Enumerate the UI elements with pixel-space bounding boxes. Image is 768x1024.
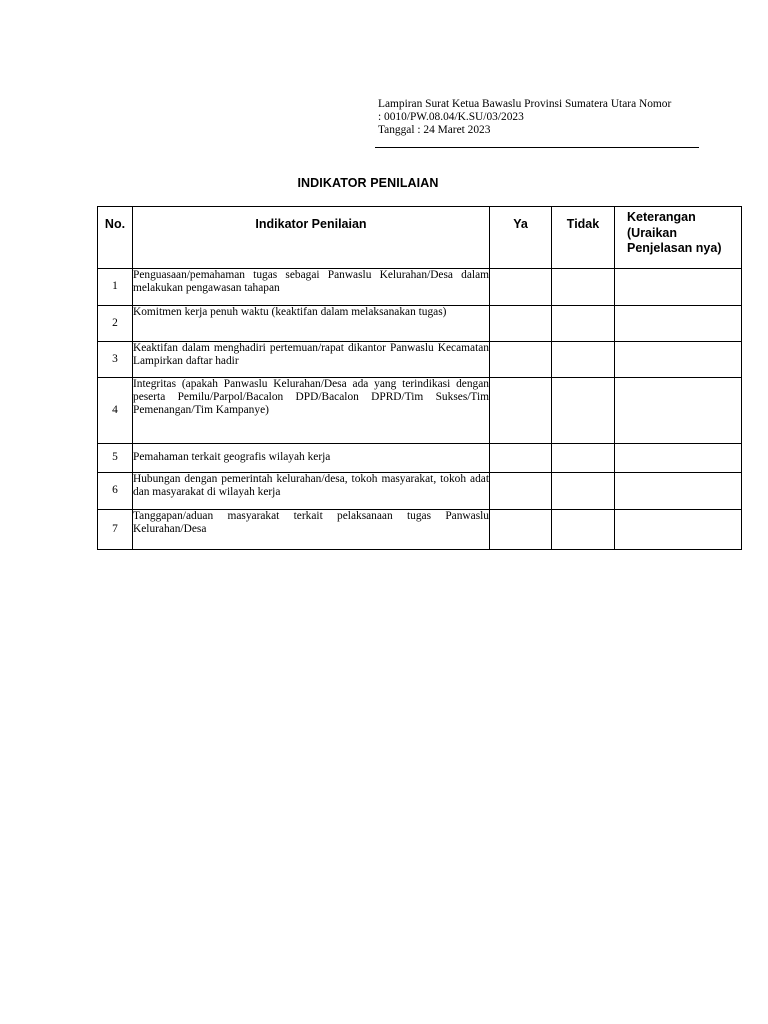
attachment-header xyxy=(378,98,700,137)
indicator-description: Komitmen kerja penuh waktu (keaktifan dalam melaksanakan tugas) xyxy=(133,306,490,342)
cell-keterangan xyxy=(615,342,742,378)
column-header-indikator: Indikator Penilaian xyxy=(133,207,490,269)
cell-keterangan xyxy=(615,444,742,473)
row-number: 1 xyxy=(98,269,133,306)
cell-tidak xyxy=(552,510,615,550)
table-row xyxy=(98,269,742,306)
header-line-number: : 0010/PW.08.04/K.SU/03/2023 xyxy=(378,111,524,123)
cell-ya xyxy=(490,510,552,550)
column-header-keterangan: Keterangan (Uraikan Penjelasan nya) xyxy=(615,207,742,269)
header-divider xyxy=(375,147,699,148)
cell-keterangan xyxy=(615,269,742,306)
row-number: 5 xyxy=(98,444,133,473)
cell-tidak xyxy=(552,473,615,510)
column-header-no: No. xyxy=(98,207,133,269)
row-number: 3 xyxy=(98,342,133,378)
document-title: INDIKATOR PENILAIAN xyxy=(297,176,439,190)
row-number: 7 xyxy=(98,510,133,550)
row-number: 4 xyxy=(98,378,133,444)
cell-ya xyxy=(490,342,552,378)
cell-keterangan xyxy=(615,378,742,444)
indicator-description: Integritas (apakah Panwaslu Kelurahan/Desa ada yang terindikasi dengan peserta Pemilu/Parpol/Bacalon DPD/Bacalon DPRD/Tim Sukses/Tim Pemenangan/Tim Kampanye) xyxy=(133,378,490,444)
cell-keterangan xyxy=(615,510,742,550)
header-line-reference: Lampiran Surat Ketua Bawaslu Provinsi Sumatera Utara Nomor xyxy=(378,98,672,110)
cell-tidak xyxy=(552,342,615,378)
table-header-row xyxy=(98,207,742,269)
cell-ya xyxy=(490,306,552,342)
indicator-description: Tanggapan/aduan masyarakat terkait pelaksanaan tugas Panwaslu Kelurahan/Desa xyxy=(133,510,490,550)
cell-tidak xyxy=(552,269,615,306)
cell-ya xyxy=(490,269,552,306)
table-row xyxy=(98,473,742,510)
row-number: 2 xyxy=(98,306,133,342)
table-row xyxy=(98,342,742,378)
table-row xyxy=(98,510,742,550)
indicator-description: Keaktifan dalam menghadiri pertemuan/rapat dikantor Panwaslu Kecamatan Lampirkan daftar hadir xyxy=(133,342,490,378)
indicator-description: Hubungan dengan pemerintah kelurahan/desa, tokoh masyarakat, tokoh adat dan masyarakat di wilayah kerja xyxy=(133,473,490,510)
cell-keterangan xyxy=(615,473,742,510)
table-row xyxy=(98,378,742,444)
cell-ya xyxy=(490,444,552,473)
table-row xyxy=(98,306,742,342)
cell-ya xyxy=(490,378,552,444)
column-header-tidak: Tidak xyxy=(552,207,615,269)
indicator-description: Pemahaman terkait geografis wilayah kerja xyxy=(133,444,490,473)
cell-keterangan xyxy=(615,306,742,342)
column-header-ya: Ya xyxy=(490,207,552,269)
indicator-table xyxy=(97,206,742,550)
cell-tidak xyxy=(552,444,615,473)
cell-tidak xyxy=(552,306,615,342)
table-row xyxy=(98,444,742,473)
cell-ya xyxy=(490,473,552,510)
indicator-description: Penguasaan/pemahaman tugas sebagai Panwaslu Kelurahan/Desa dalam melakukan pengawasan tahapan xyxy=(133,269,490,306)
header-line-date: Tanggal : 24 Maret 2023 xyxy=(378,124,491,136)
cell-tidak xyxy=(552,378,615,444)
row-number: 6 xyxy=(98,473,133,510)
